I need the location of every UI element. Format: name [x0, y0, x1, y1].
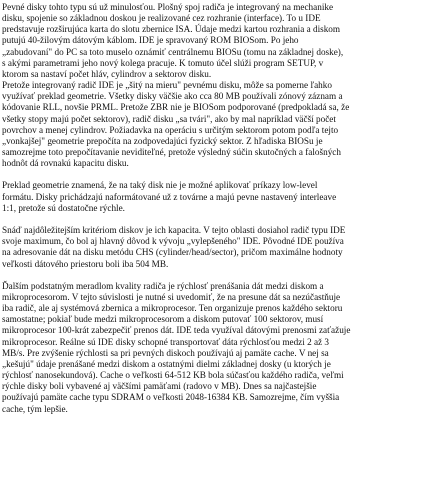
text-line: všetky stopy majú počet sektorov), radič disku „sa tvári", ako by mal napríklad väčší počet — [2, 113, 336, 124]
text-line: mikroprocesorom. V tejto súvislosti je nutné si uvedomiť, že na presune dát sa nezúčastňuje — [2, 292, 341, 303]
text-line: „zabudovaní" do PC sa toto muselo oznámiť centrálnemu BIOSu (tomu na základnej doske), — [2, 46, 344, 57]
text-line: mikroprocesor. Reálne sú IDE disky schopné transportovať dáta rýchlosťou medzi 2 až 3 — [2, 336, 330, 347]
text-line: putujú 40-žilovým dátovým káblom. IDE je spravovaný ROM BIOSom. Po jeho — [2, 35, 299, 46]
document-page — [2, 2, 432, 415]
text-line: iba radič, ale aj systémová zbernica a mikroprocesor. Ten organizuje prenos každého sektoru — [2, 303, 343, 314]
text-line: veľkosti dátového priestoru boli iba 504 MB. — [2, 258, 169, 269]
text-line: využívať preklad geometrie. Všetky disky väčšie ako cca 80 MB používali zónový záznam a — [2, 91, 343, 102]
paragraph-spacer — [2, 169, 432, 180]
text-line: Pretože integrovaný radič IDE je „šitý na mieru" pevnému disku, môže sa pomerne ľahko — [2, 80, 332, 91]
paragraph-spacer — [2, 214, 432, 225]
text-line: „vonkajšej" geometrie prepočíta na zodpovedajúci fyzický sektor. Z hľadiska BIOSu je — [2, 135, 323, 146]
paragraph-geometry-translation — [2, 180, 432, 213]
text-line: s akými parametrami jeho nový kolega pracuje. K tomuto účel slúži program SETUP, v — [2, 57, 324, 68]
text-line: ktorom sa nastaví počet hláv, cylindrov a sektorov disku. — [2, 68, 212, 79]
text-line: samostatne; pokiaľ bude medzi mikroprocesorom a diskom putovať 100 sektorov, musí — [2, 314, 324, 325]
text-line: „kešujú" údaje prenášané medzi diskom a ostatnými dielmi základnej dosky (u ktorých je — [2, 358, 331, 369]
paragraph-ide-overview — [2, 2, 432, 169]
text-line: Ďalším podstatným meradlom kvality radiča je rýchlosť prenášania dát medzi diskom a — [2, 280, 324, 291]
text-line: na adresovanie dát na disku metódu CHS (cylinder/head/sector), pričom maximálne hodnoty — [2, 247, 343, 258]
text-line: Preklad geometrie znamená, že na taký disk nie je možné aplikovať príkazy low-level — [2, 180, 318, 191]
text-line: predstavuje rozširujúca karta do slotu zbernice ISA. Údaje medzi kartou rozhrania a diskom — [2, 24, 341, 35]
text-line: disku, spojenie so základnou doskou je realizované cez rozhranie (interface). To u IDE — [2, 13, 321, 24]
text-line: Pevné disky tohto typu sú už minulosťou. Plošný spoj radiča je integrovaný na mechanike — [2, 2, 334, 12]
text-line: Snáď najdôležitejším kritériom diskov je ich kapacita. V tejto oblasti dosiahol radič typu IDE — [2, 225, 346, 236]
text-line: 1:1, pretože sú dostatočne rýchle. — [2, 202, 125, 213]
text-line: formátu. Disky prichádzajú naformátované už z továrne a majú pevne nastavený interleave — [2, 191, 337, 202]
paragraph-capacity — [2, 225, 432, 270]
text-line: cache, tým lepšie. — [2, 403, 68, 414]
paragraph-transfer-speed — [2, 281, 432, 415]
text-line: rýchlosť nanosekundová). Cache o veľkosti 64-512 KB bola súčasťou každého radiča, veľmi — [2, 370, 344, 381]
text-line: hodnôt dá rovnakú kapacitu disku. — [2, 158, 129, 169]
text-line: povrchov a menej cylindrov. Požiadavka na operáciu s určitým sektorom potom podľa tejto — [2, 124, 339, 135]
text-line: svoje maximum, čo bol aj hlavný dôvod k vývoju „vylepšeného" IDE. Pôvodné IDE používa — [2, 236, 344, 247]
paragraph-spacer — [2, 270, 432, 281]
text-line: rýchle disky boli vybavené aj väčšími pamäťami (radovo v MB). Dnes sa najčastejšie — [2, 381, 317, 392]
text-line: kódovanie RLL, novšie PRML. Pretože ZBR nie je BIOSom podporované (predpokladá sa, že — [2, 102, 350, 113]
text-line: samozrejme toto prepočítavanie neviditeľné, pretože výsledný súčin skutočných a falošných — [2, 147, 341, 158]
text-line: mikroprocesor 100-krát zabezpečiť prenos dát. IDE teda využíval dátovými prenosmi zaťažuje — [2, 325, 351, 336]
text-line: MB/s. Pre zvýšenie rýchlosti sa pri pevných diskoch používajú aj pamäte cache. V nej sa — [2, 347, 329, 358]
text-line: používajú pamäte cache typu SDRAM o veľkosti 2048-16384 KB. Samozrejme, čím vyššia — [2, 392, 340, 403]
